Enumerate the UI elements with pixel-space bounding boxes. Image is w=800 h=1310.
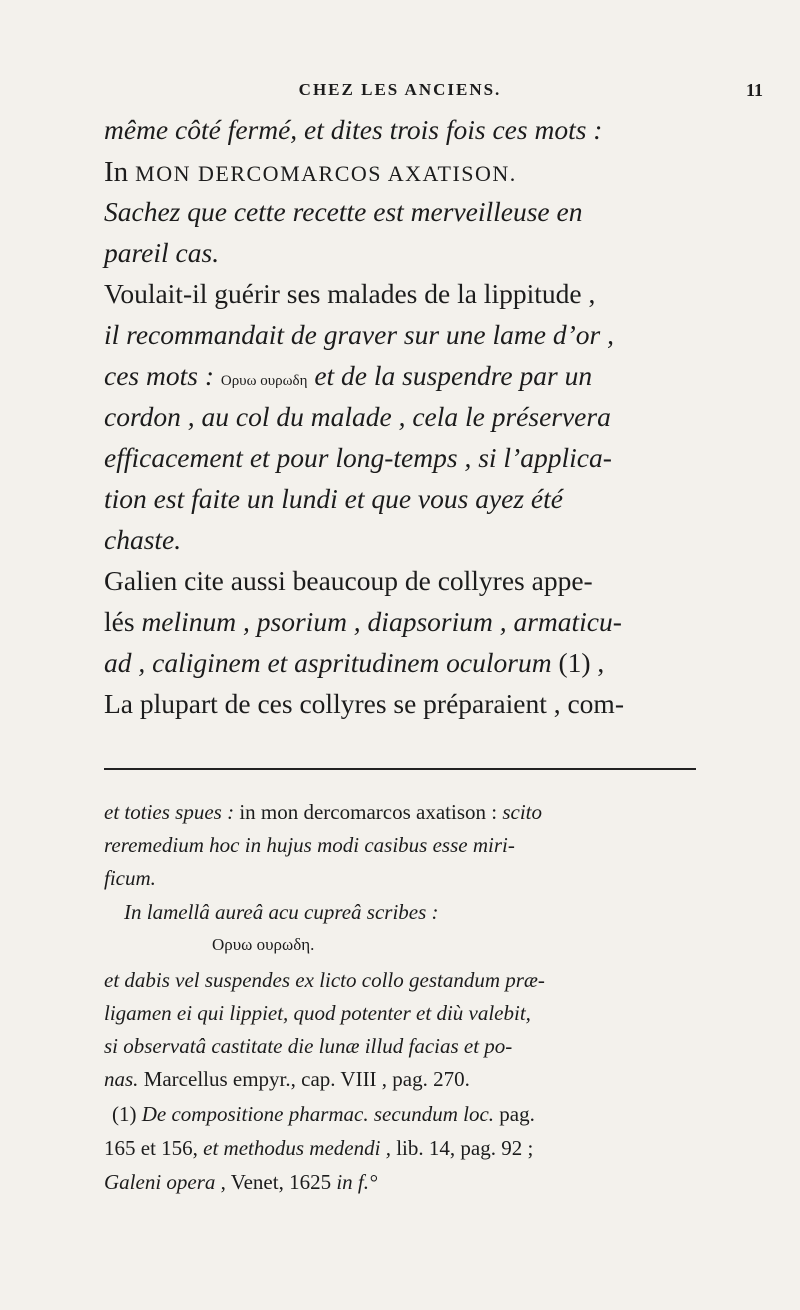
text-span: In lamellâ aureâ acu cupreâ scribes : [124,900,439,924]
page-number: 11 [746,80,764,100]
footnote-number: (1) [112,1102,142,1126]
footnote-greek-line [212,935,314,955]
footnote-line [124,900,439,925]
text-span: 165 et 156, [104,1136,204,1160]
running-title: CHEZ LES ANCIENS. [298,80,502,99]
text-span: ad , caliginem et aspritudinem oculorum [104,647,552,678]
text-span: Marcellus empyr., cap. VIII , pag. 270. [143,1067,470,1091]
text-line [104,442,612,474]
text-line [104,688,624,720]
text-span: chaste. [104,524,182,555]
text-line [104,196,582,228]
text-line [104,237,219,269]
text-line [104,319,614,351]
text-span: Voulait-il guérir ses malades de la lippitude , [104,278,596,309]
text-line [104,524,181,556]
footnote-ref: (1) , [551,647,605,678]
text-span: in mon dercomarcos axatison : [239,800,503,824]
footnote-line [104,968,545,993]
text-line [104,360,592,392]
text-span: si observatâ castitate die lunæ illud facias et po- [104,1034,513,1058]
text-span: et toties spues : [104,800,240,824]
text-span: efficacement et pour long-temps , si l’applica- [104,442,612,473]
footnote-rule [104,768,696,770]
text-span: et dabis vel suspendes ex licto collo gestandum præ- [104,968,545,992]
text-span: Sachez que cette recette est merveilleuse en [104,196,583,227]
text-span: pareil cas. [104,237,220,268]
text-span: , Venet, 1625 [215,1170,337,1194]
incantation-line [104,156,517,189]
footnote-line [104,1170,377,1195]
text-span: lés [104,606,142,637]
footnote-line [104,833,515,858]
text-line [104,114,602,146]
text-span: La plupart de ces collyres se préparaient , com- [104,688,624,719]
text-span: Galeni opera [104,1170,216,1194]
text-span: nas. [104,1067,144,1091]
footnote-line [104,1034,512,1059]
text-span: scito [502,800,542,824]
text-span: ligamen ei qui lippiet, quod potenter et diù valebit, [104,1001,531,1025]
text-span: reremedium hoc in hujus modi casibus esse miri- [104,833,515,857]
text-line [104,483,563,515]
greek-words: Ορυω ουρωδη. [212,935,315,954]
text-span: lib. 14, pag. 92 ; [390,1136,534,1160]
text-span: ficum. [104,866,156,890]
text-line [104,401,611,433]
greek-words: Ορυω ουρωδη [220,373,308,389]
text-line [104,647,604,679]
footnote-line [112,1102,535,1127]
footnote-line [104,1001,531,1026]
text-span: pag. [494,1102,535,1126]
text-span: melinum , psorium , diapsorium , armaticu- [141,606,622,637]
text-span: il recommandait de graver sur une lame d’or , [104,319,614,350]
text-span: cordon , au col du malade , cela le préservera [104,401,611,432]
footnote-line [104,866,156,891]
text-span: Galien cite aussi beaucoup de collyres appe- [104,565,593,596]
text-line [104,278,595,310]
text-span: in f.° [336,1170,378,1194]
footnote-line [104,1136,533,1161]
text-span: même côté fermé, et dites trois fois ces mots : [104,114,603,145]
text-span: et de la suspendre par un [307,360,593,391]
text-line [104,565,593,597]
drop-initial: In [104,156,129,188]
text-line [104,606,622,638]
text-span: De compositione pharmac. secundum loc. [141,1102,495,1126]
text-span: ces mots : [104,360,221,391]
footnote-line [104,800,542,825]
footnote-line [104,1067,470,1092]
text-span: MON DERCOMARCOS AXATISON. [128,161,517,186]
text-span: tion est faite un lundi et que vous ayez été [104,483,563,514]
text-span: et methodus medendi , [203,1136,391,1160]
